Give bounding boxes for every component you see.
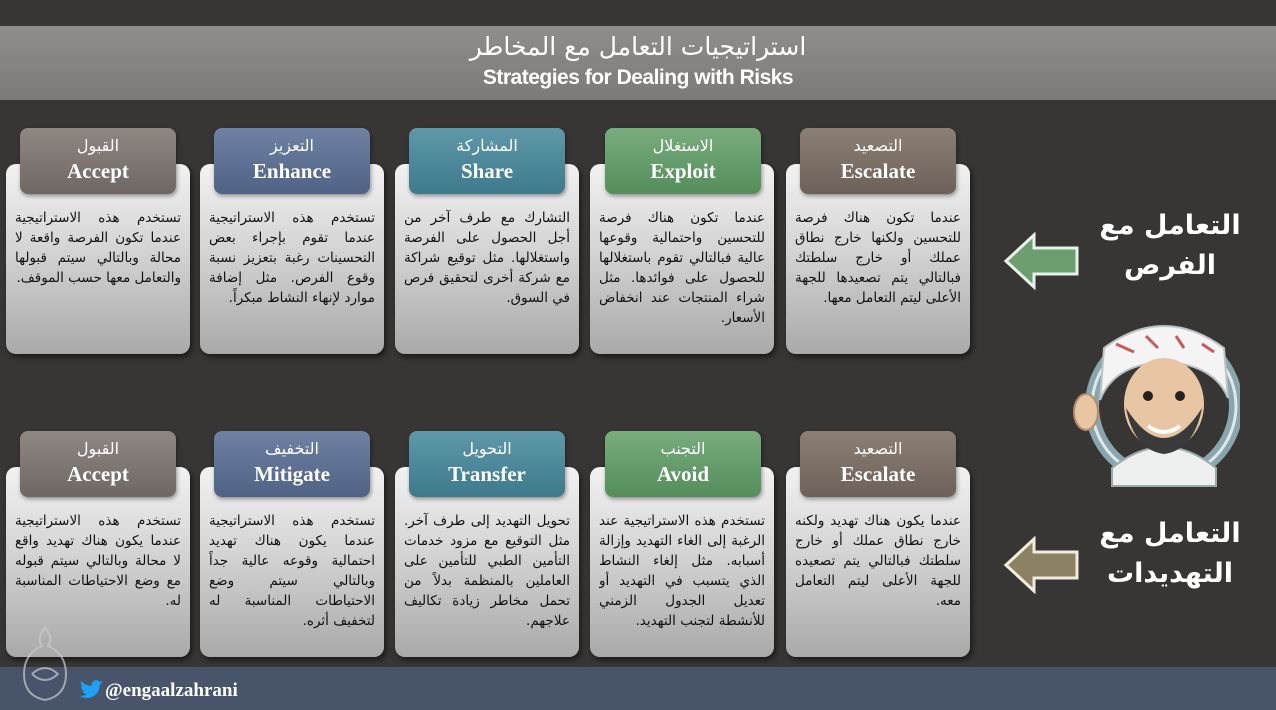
header-arabic: الاستغلال: [652, 136, 714, 155]
header-opportunity-enhance: [214, 128, 370, 194]
threats-label-line1: التعامل مع: [1099, 518, 1241, 549]
header-english: Avoid: [656, 462, 710, 486]
card-text: تستخدم هذه الاستراتيجية عندما يكون هناك تهديد احتمالية وقوعه عالية جداً وبالتالي سيتم وضع الاحتياطات المناسبة له لتخفيف أثره.: [209, 513, 375, 629]
card-text: تستخدم هذه الاستراتيجية عندما تقوم بإجراء بعض التحسينات رغبة بتعزيز نسبة وقوع الفرص. مثل إضافة موارد لإنهاء النشاط مبكراً.: [209, 210, 375, 306]
header-opportunity-share: [409, 128, 565, 194]
header-arabic: التجنب: [660, 439, 706, 458]
header-threat-transfer: [409, 431, 565, 497]
header-arabic: التصعيد: [853, 136, 903, 155]
card-text: التشارك مع طرف آخر من أجل الحصول على الفرصة واستغلالها. مثل توقيع شراكة مع شركة أخرى لتحقيق فرص في السوق.: [404, 210, 570, 306]
opportunities-label-line1: التعامل مع: [1099, 210, 1241, 241]
header-threat-mitigate: [214, 431, 370, 497]
threats-label-line2: التهديدات: [1107, 558, 1233, 589]
twitter-handle[interactable]: @engaalzahrani: [105, 680, 238, 701]
header-arabic: التصعيد: [853, 439, 903, 458]
header-arabic: التخفيف: [265, 439, 319, 458]
header-english: Exploit: [650, 159, 716, 183]
header-english: Escalate: [840, 159, 916, 183]
header-opportunity-escalate: [800, 128, 956, 194]
twitter-bird-icon: [80, 680, 104, 700]
header-english: Escalate: [840, 462, 916, 486]
title-arabic: استراتيجيات التعامل مع المخاطر: [469, 32, 807, 61]
card-text: عندما يكون هناك تهديد ولكنه خارج نطاق عملك أو خارج سلطتك فبالتالي يتم تصعيده للجهة الأعلى ليتم التعامل معه.: [795, 513, 961, 609]
card-text: تستخدم هذه الاستراتيجية عند الرغبة إلى الغاء التهديد وإزالة أسبابه. مثل إلغاء النشاط الذي يتسبب في التهديد أو تعديل الجدول الزمني للأنشطة لتجنب التهديد.: [599, 513, 765, 629]
header-opportunity-exploit: [605, 128, 761, 194]
header-english: Mitigate: [254, 462, 330, 486]
opportunities-label: [1090, 206, 1250, 286]
header-arabic: القبول: [76, 439, 120, 458]
calligraphy-seal-icon: [14, 624, 76, 704]
header-threat-accept: [20, 431, 176, 497]
card-text: عندما تكون هناك فرصة للتحسين واحتمالية وقوعها عالية فبالتالي تقوم باستغلالها للحصول على فوائدها. مثل شراء المنتجات عند انخفاض الأسعار.: [599, 210, 765, 326]
header-opportunity-accept: [20, 128, 176, 194]
opportunities-label-line2: الفرص: [1124, 250, 1216, 281]
mascot-illustration-icon: [1064, 308, 1240, 494]
title-english: Strategies for Dealing with Risks: [482, 66, 794, 89]
left-arrow-icon: [1004, 232, 1080, 290]
header-arabic: التعزيز: [270, 136, 314, 155]
title-banner: [0, 26, 1276, 100]
header-arabic: القبول: [76, 136, 120, 155]
header-english: Share: [460, 159, 514, 183]
card-text: تستخدم هذه الاستراتيجية عندما تكون الفرصة واقعة لا محالة وبالتالي سيتم قبولها والتعامل معها حسب الموقف.: [15, 210, 181, 286]
header-english: Transfer: [448, 462, 526, 486]
header-arabic: التحويل: [462, 439, 512, 458]
threats-label: [1090, 514, 1250, 594]
left-arrow-icon: [1004, 536, 1080, 594]
header-english: Accept: [67, 462, 129, 486]
header-english: Enhance: [252, 159, 332, 183]
header-threat-escalate: [800, 431, 956, 497]
header-threat-avoid: [605, 431, 761, 497]
card-text: تستخدم هذه الاستراتيجية عندما يكون هناك تهديد واقع لا محالة وبالتالي سيتم قبوله مع وضع الاحتياطات المناسبة له.: [15, 513, 181, 609]
header-arabic: المشاركة: [456, 136, 518, 155]
card-text: تحويل التهديد إلى طرف آخر. مثل التوقيع مع مزود خدمات التأمين الطبي للتأمين على العاملين بالمنظمة بدلاً من تحمل مخاطر زيادة تكاليف علاجهم.: [404, 513, 570, 629]
card-text: عندما تكون هناك فرصة للتحسين ولكنها خارج نطاق عملك أو خارج سلطتك فبالتالي يتم تصعيدها للجهة الأعلى ليتم التعامل معها.: [795, 210, 961, 306]
header-english: Accept: [67, 159, 129, 183]
